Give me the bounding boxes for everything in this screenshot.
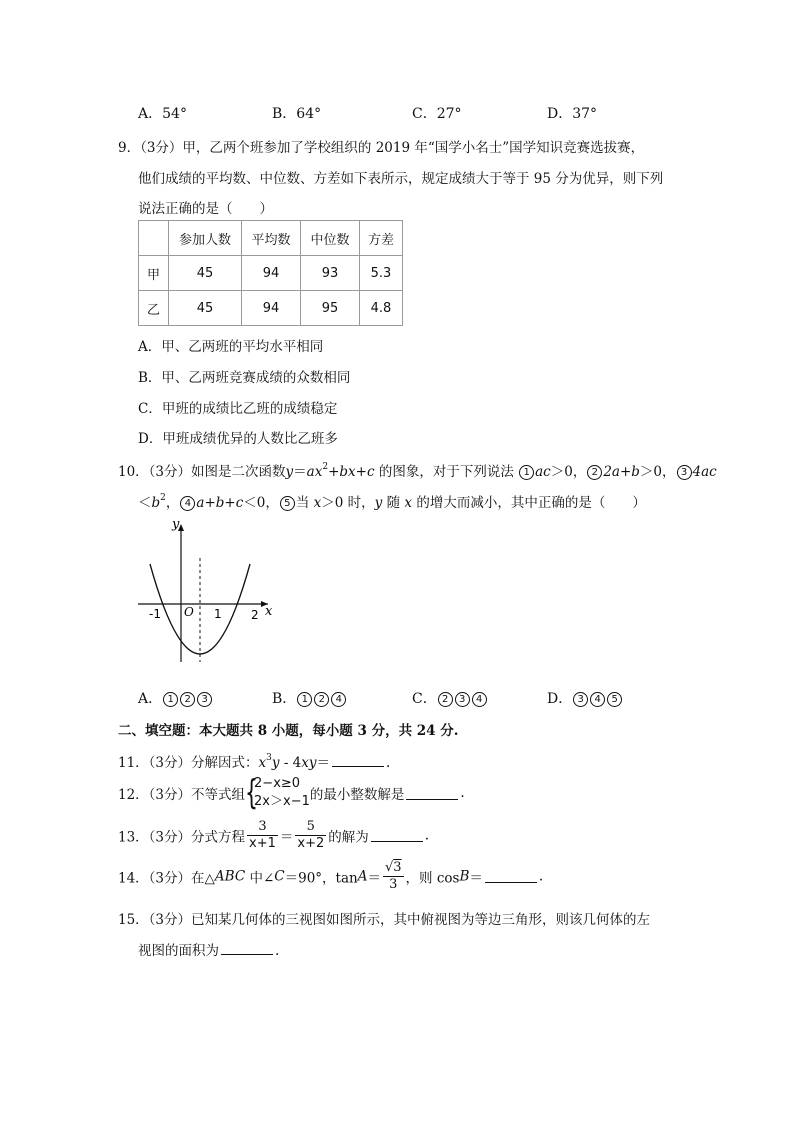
- fraction: [295, 819, 326, 852]
- q10-text: 的增大而减小，其中正确的是（ ）: [412, 495, 646, 511]
- fraction-denominator: 3: [389, 877, 398, 892]
- math-sup: 2: [160, 493, 166, 503]
- tick-label-neg1: -1: [149, 607, 161, 621]
- math-var: ABC: [214, 868, 246, 885]
- q11-text: ＝: [316, 755, 331, 771]
- circled-5: 5: [280, 496, 295, 511]
- q15-stem-line2: [138, 939, 279, 959]
- q13-text: 13．（3分）分式方程: [118, 829, 246, 846]
- math-var: xy: [301, 755, 317, 771]
- circled-4: 4: [180, 496, 195, 511]
- q10-number: 10．（3分）如图是二次函数: [118, 464, 286, 480]
- table-cell: 参加人数: [169, 221, 242, 256]
- section-2-heading: 二、填空题：本大题共 8 小题，每小题 3 分，共 24 分.: [118, 723, 459, 739]
- math-var: 2a+b: [603, 464, 640, 480]
- answer-blank[interactable]: [371, 829, 423, 842]
- math-var: +bx+c: [328, 464, 375, 480]
- q9-option-b: B．甲、乙两班竞赛成绩的众数相同: [138, 370, 351, 386]
- q10-stem-line1: [118, 460, 717, 480]
- q9-stem-line2: 他们成绩的平均数、中位数、方差如下表所示，规定成绩大于等于 95 分为优异，则下列: [138, 171, 664, 187]
- fraction-numerator: 3: [247, 819, 278, 836]
- fraction-numerator: 5: [295, 819, 326, 836]
- q14-text: ＝90°，tan: [284, 870, 358, 887]
- q15-text: 视图的面积为: [138, 943, 219, 959]
- q8-option-b: B．64°: [272, 106, 322, 122]
- question-12: [118, 775, 465, 811]
- q13-text: ＝: [279, 829, 294, 846]
- table-row: [139, 291, 403, 326]
- q10-stem-line2: [138, 491, 646, 511]
- q10-text: ＞0，: [639, 464, 676, 480]
- inequality-row: 2x＞x−1: [254, 794, 310, 809]
- q8-options: [138, 103, 698, 123]
- math-var: C: [274, 868, 285, 885]
- table-cell: 93: [301, 256, 360, 291]
- q15-stem-line1: 15．（3分）已知某几何体的三视图如图所示，其中俯视图为等边三角形，则该几何体的左: [118, 912, 651, 928]
- q10-text: ＞0 时，: [321, 495, 375, 511]
- q12-text: .: [460, 785, 465, 801]
- table-cell: 中位数: [301, 221, 360, 256]
- q10-options: [138, 688, 698, 708]
- q11-text: 11．（3分）分解因式：: [118, 755, 259, 771]
- q9-option-d: D．甲班成绩优异的人数比乙班多: [138, 431, 338, 447]
- q10-option-d: D． 3 4 5: [547, 688, 623, 708]
- fraction: [383, 860, 404, 893]
- math-var: x: [404, 495, 413, 511]
- sqrt-radicand: 3: [393, 860, 402, 875]
- math-sup: 2: [322, 462, 329, 472]
- q11-text: .: [386, 755, 391, 771]
- table-header-row: [139, 221, 403, 256]
- fraction-numerator: √3: [384, 860, 402, 875]
- q10-text: ＜0，: [243, 495, 279, 511]
- math-var: ax: [306, 464, 323, 480]
- q10-text: ，: [165, 495, 180, 511]
- q10-text: ＜: [138, 495, 152, 511]
- tick-label-2: 2: [251, 608, 259, 622]
- math-var: A: [357, 868, 368, 885]
- q8-option-c: C．27°: [412, 106, 462, 122]
- math-eq: ＝: [293, 464, 307, 480]
- math-var: b: [151, 495, 161, 511]
- math-var: a+b+c: [196, 495, 244, 511]
- table-cell: 甲: [139, 256, 169, 291]
- q12-text: 12．（3分）不等式组: [118, 787, 246, 803]
- q9-option-c: C．甲班的成绩比乙班的成绩稳定: [138, 401, 338, 417]
- question-14: [118, 860, 543, 893]
- q9-stats-table: [138, 220, 403, 326]
- answer-blank[interactable]: [221, 942, 273, 955]
- q10-option-a: A． 1 2 3: [138, 688, 213, 708]
- circled-1: 1: [519, 465, 534, 480]
- question-13: [118, 819, 429, 852]
- inequality-system: [245, 775, 310, 811]
- q14-text: 14．（3分）在△: [118, 870, 215, 887]
- q10-text: 的图象，对于下列说法: [374, 464, 519, 480]
- answer-blank[interactable]: [485, 870, 537, 883]
- math-var: y: [285, 464, 294, 480]
- math-var: 4ac: [692, 464, 717, 480]
- math-var: ac: [535, 464, 551, 480]
- tick-label-1: 1: [214, 607, 222, 621]
- q10-option-c: C． 2 3 4: [412, 688, 488, 708]
- q13-text: 的解为: [328, 829, 369, 846]
- q14-text: ＝: [469, 870, 483, 887]
- q10-text: ＞0，: [550, 464, 587, 480]
- question-11: [118, 751, 390, 771]
- q14-text: ，则 cos: [405, 870, 460, 887]
- q10-text: 当: [295, 495, 314, 511]
- circled-2: 2: [587, 465, 602, 480]
- math-var: x: [313, 495, 322, 511]
- fraction: [247, 819, 278, 852]
- q14-text: ＝: [367, 870, 381, 887]
- table-cell: 5.3: [360, 256, 403, 291]
- table-cell: 94: [242, 256, 301, 291]
- q14-text: 中∠: [245, 870, 275, 887]
- table-row: [139, 256, 403, 291]
- answer-blank[interactable]: [332, 754, 384, 767]
- x-axis-label: x: [265, 604, 273, 619]
- brace-icon: {: [245, 773, 259, 813]
- circled-3: 3: [677, 465, 692, 480]
- q10-parabola-graph: [130, 512, 290, 672]
- table-cell: 4.8: [360, 291, 403, 326]
- fraction-denominator: x+1: [249, 836, 276, 851]
- math-var: B: [459, 868, 470, 885]
- inequality-row: 2−x≥0: [254, 776, 301, 791]
- answer-blank[interactable]: [406, 787, 458, 800]
- table-cell: 45: [169, 291, 242, 326]
- q9-stem-line1: 9．（3分）甲，乙两个班参加了学校组织的 2019 年“国学小名士”国学知识竞赛选拔赛，: [118, 140, 645, 156]
- q9-stem-line3: 说法正确的是（ ）: [138, 201, 273, 217]
- q8-option-a: A．54°: [138, 106, 187, 122]
- math-var: y: [374, 495, 383, 511]
- y-axis-label: y: [172, 517, 180, 532]
- q10-option-b: B． 1 2 4: [272, 688, 347, 708]
- table-cell: 45: [169, 256, 242, 291]
- table-cell: 乙: [139, 291, 169, 326]
- q11-text: - 4: [279, 755, 302, 771]
- q9-option-a: A．甲、乙两班的平均水平相同: [138, 339, 324, 355]
- table-cell: 方差: [360, 221, 403, 256]
- math-var: y: [271, 755, 280, 771]
- table-cell: [139, 221, 169, 256]
- q10-text: 随: [382, 495, 405, 511]
- q12-text: 的最小整数解是: [309, 787, 405, 803]
- table-cell: 平均数: [242, 221, 301, 256]
- q15-text: .: [275, 943, 280, 959]
- origin-label: O: [184, 605, 194, 619]
- math-sup: 3: [266, 753, 272, 763]
- math-var: x: [258, 755, 267, 771]
- q8-option-d: D．37°: [547, 106, 598, 122]
- q13-text: .: [424, 827, 430, 844]
- table-cell: 94: [242, 291, 301, 326]
- table-cell: 95: [301, 291, 360, 326]
- q14-text: .: [538, 868, 544, 885]
- fraction-denominator: x+2: [297, 836, 325, 851]
